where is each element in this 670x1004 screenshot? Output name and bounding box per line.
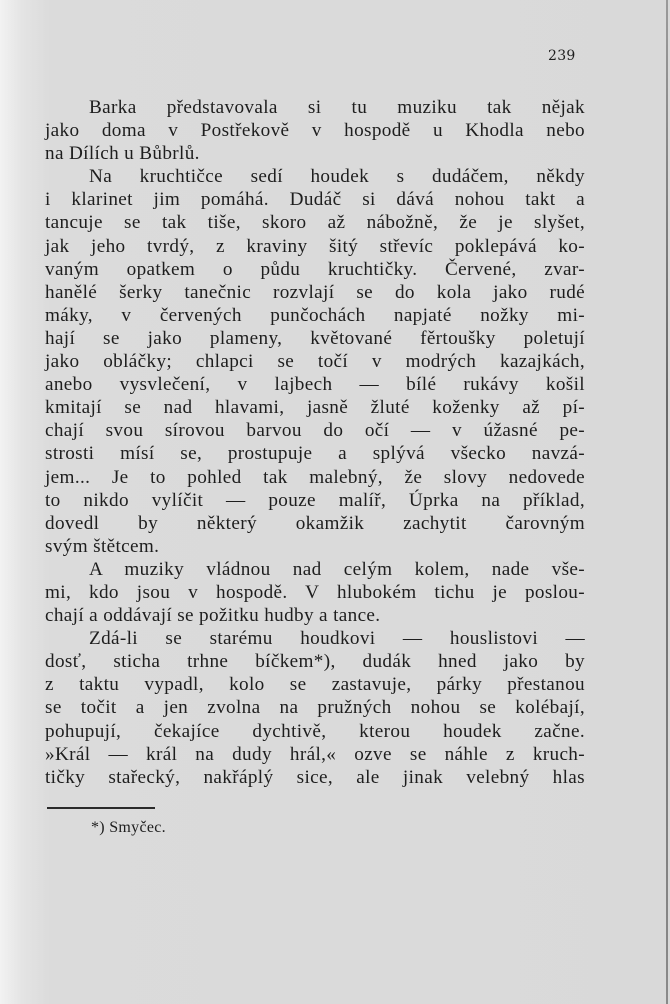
text-line: jak jeho tvrdý, z kraviny šitý střevíc poklepává ko-	[45, 235, 585, 257]
text-line: tičky stařecký, nakřáplý sice, ale jinak velebný hlas	[45, 766, 585, 788]
page-edge-shadow	[666, 0, 668, 1004]
footnote-divider	[47, 807, 155, 809]
text-line: jako obláčky; chlapci se točí v modrých kazajkách,	[45, 351, 585, 373]
text-line: tancuje se tak tiše, skoro až nábožně, že je slyšet,	[45, 212, 585, 234]
text-line: na Dílích u Bůbrlů.	[45, 143, 200, 165]
text-line: anebo vysvlečení, v lajbech — bílé rukávy košil	[45, 374, 585, 396]
text-line: mi, kdo jsou v hospodě. V hlubokém tichu je poslou-	[45, 581, 585, 603]
text-line: máky, v červených punčochách napjaté nožky mi-	[45, 304, 585, 326]
body-text	[45, 96, 585, 789]
text-line: chají a oddávají se požitku hudby a tance.	[45, 605, 381, 627]
text-line: Na kruchtičce sedí houdek s dudáčem, někdy	[89, 166, 585, 188]
text-line: chají svou sírovou barvou do očí — v úžasné pe-	[45, 420, 585, 442]
text-line: se točit a jen zvolna na pružných nohou se kolébají,	[45, 697, 585, 719]
text-line: svým štětcem.	[45, 535, 160, 557]
text-line: to nikdo vylíčit — pouze malíř, Úprka na příklad,	[45, 489, 585, 511]
text-line: Barka představovala si tu muziku tak nějak	[89, 97, 585, 118]
text-line: vaným opatkem o půdu kruchtičky. Červené, zvar-	[45, 258, 585, 280]
text-line: hanělé šerky tanečnic rozvlají se do kola jako rudé	[45, 281, 585, 303]
text-line: i klarinet jim pomáhá. Dudáč si dává nohou takt a	[45, 189, 585, 211]
text-line: pohupují, čekajíce dychtivě, kterou houdek začne.	[45, 720, 585, 742]
text-line: strosti mísí se, prostupuje a splývá všecko navzá-	[45, 443, 585, 465]
page-number: 239	[548, 48, 576, 64]
text-line: »Král — král na dudy hrál,« ozve se náhle z kruch-	[45, 743, 585, 765]
text-line: kmitají se nad hlavami, jasně žluté koženky až pí-	[45, 397, 585, 419]
text-line: dosť, sticha trhne bíčkem*), dudák hned jako by	[45, 651, 585, 673]
text-line: Zdá-li se starému houdkovi — houslistovi —	[89, 628, 585, 650]
text-line: dovedl by některý okamžik zachytit čarovným	[45, 512, 585, 534]
text-line: A muziky vládnou nad celým kolem, nade vše-	[89, 558, 585, 580]
text-line: hají se jako plameny, květované fěrtoušky poletují	[45, 327, 585, 349]
text-line: z taktu vypadl, kolo se zastavuje, párky přestanou	[45, 674, 585, 696]
footnote: *) Smyčec.	[91, 819, 166, 836]
text-line: jako doma v Postřekově v hospodě u Khodla nebo	[45, 120, 585, 142]
text-line: jem... Je to pohled tak malebný, že slovy nedovede	[45, 466, 585, 488]
